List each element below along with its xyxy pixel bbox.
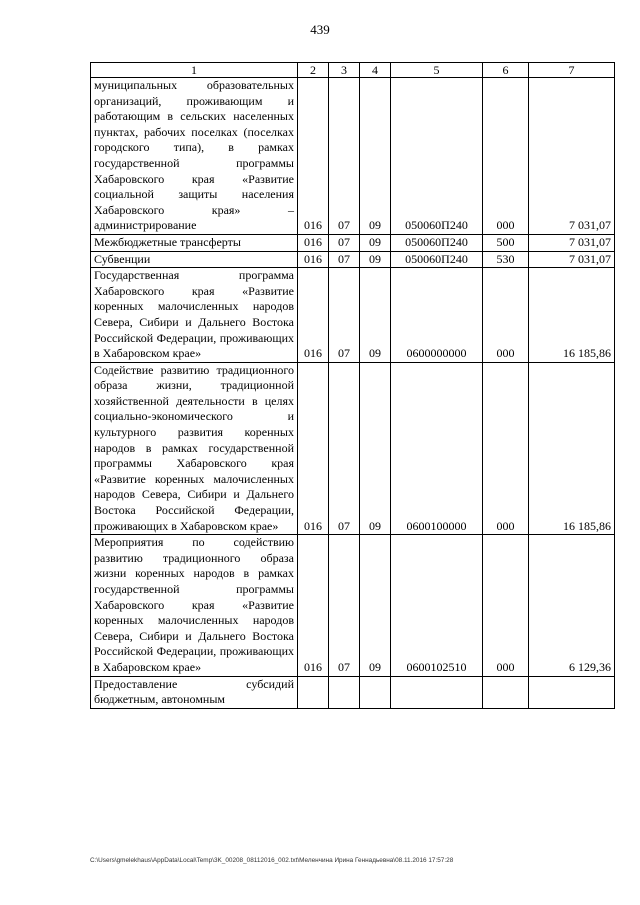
cell-section: 07: [329, 362, 360, 535]
cell-code: 016: [298, 251, 329, 268]
cell-target-article: 050060П240: [391, 251, 483, 268]
row-name: Предоставление субсидий бюджетным, автономным: [91, 676, 298, 708]
row-name: Государственная программа Хабаровского края «Развитие коренных малочисленных народов Севера, Сибири и Дальнего Востока Российской Федерации, проживающих в Хабаровском крае»: [91, 268, 298, 363]
column-header: 6: [483, 63, 529, 78]
cell-target-article: [391, 676, 483, 708]
cell-section: 07: [329, 535, 360, 676]
row-name: Субвенции: [91, 251, 298, 268]
column-header: 2: [298, 63, 329, 78]
row-name: Содействие развитию традиционного образа жизни, традиционной хозяйственной деятельности в целях социально-экономического и культурного развития коренных народов в рамках государственной программы Хабаровского края «Развитие коренных малочисленных народов Севера, Сибири и Дальнего Востока Российской Федерации, проживающих в Хабаровском крае»: [91, 362, 298, 535]
cell-amount: 6 129,36: [529, 535, 615, 676]
page-number: 439: [310, 22, 330, 37]
cell-amount: 7 031,07: [529, 234, 615, 251]
cell-target-article: 050060П240: [391, 234, 483, 251]
column-header: 7: [529, 63, 615, 78]
column-header: 1: [91, 63, 298, 78]
cell-subsection: 09: [360, 234, 391, 251]
cell-amount: [529, 676, 615, 708]
cell-section: 07: [329, 268, 360, 363]
cell-subsection: 09: [360, 78, 391, 235]
cell-code: 016: [298, 234, 329, 251]
table-header-row: [91, 63, 615, 78]
cell-section: 07: [329, 251, 360, 268]
cell-code: 016: [298, 535, 329, 676]
table-row: [91, 251, 615, 268]
cell-expense-type: 000: [483, 362, 529, 535]
cell-code: [298, 676, 329, 708]
cell-target-article: 0600102510: [391, 535, 483, 676]
cell-expense-type: 000: [483, 78, 529, 235]
column-header: 4: [360, 63, 391, 78]
cell-target-article: 0600000000: [391, 268, 483, 363]
cell-code: 016: [298, 268, 329, 363]
cell-expense-type: 000: [483, 535, 529, 676]
cell-subsection: [360, 676, 391, 708]
cell-expense-type: 530: [483, 251, 529, 268]
cell-code: 016: [298, 78, 329, 235]
row-name: Мероприятия по содействию развитию традиционного образа жизни коренных народов в рамках государственной программы Хабаровского края «Развитие коренных малочисленных народов Севера, Сибири и Дальнего Востока Российской Федерации, проживающих в Хабаровском крае»: [91, 535, 298, 676]
table-row: [91, 362, 615, 535]
row-name: Межбюджетные трансферты: [91, 234, 298, 251]
table-row: [91, 234, 615, 251]
column-header: 3: [329, 63, 360, 78]
cell-amount: 7 031,07: [529, 251, 615, 268]
row-name: муниципальных образовательных организаций, проживающим и работающим в сельских населенных пунктах, рабочих поселках (поселках городского типа), в рамках государственной программы Хабаровского края «Развитие социальной защиты населения Хабаровского края» – администрирование: [91, 78, 298, 235]
table-row: [91, 535, 615, 676]
table-row: [91, 268, 615, 363]
document-footer-path: C:\Users\gmelekhaus\AppData\Local\Temp\3K_00208_08112016_002.txt\Меленчина Ирина Геннадьевна\08.11.2016 17:57:28: [90, 857, 454, 864]
cell-subsection: 09: [360, 268, 391, 363]
budget-table: [90, 62, 615, 709]
cell-amount: 16 185,86: [529, 268, 615, 363]
cell-section: 07: [329, 234, 360, 251]
cell-section: [329, 676, 360, 708]
cell-expense-type: [483, 676, 529, 708]
cell-subsection: 09: [360, 251, 391, 268]
cell-section: 07: [329, 78, 360, 235]
table-row: [91, 676, 615, 708]
column-header: 5: [391, 63, 483, 78]
cell-target-article: 050060П240: [391, 78, 483, 235]
cell-amount: 7 031,07: [529, 78, 615, 235]
cell-subsection: 09: [360, 362, 391, 535]
cell-target-article: 0600100000: [391, 362, 483, 535]
cell-expense-type: 000: [483, 268, 529, 363]
table-row: [91, 78, 615, 235]
cell-subsection: 09: [360, 535, 391, 676]
cell-expense-type: 500: [483, 234, 529, 251]
cell-code: 016: [298, 362, 329, 535]
cell-amount: 16 185,86: [529, 362, 615, 535]
